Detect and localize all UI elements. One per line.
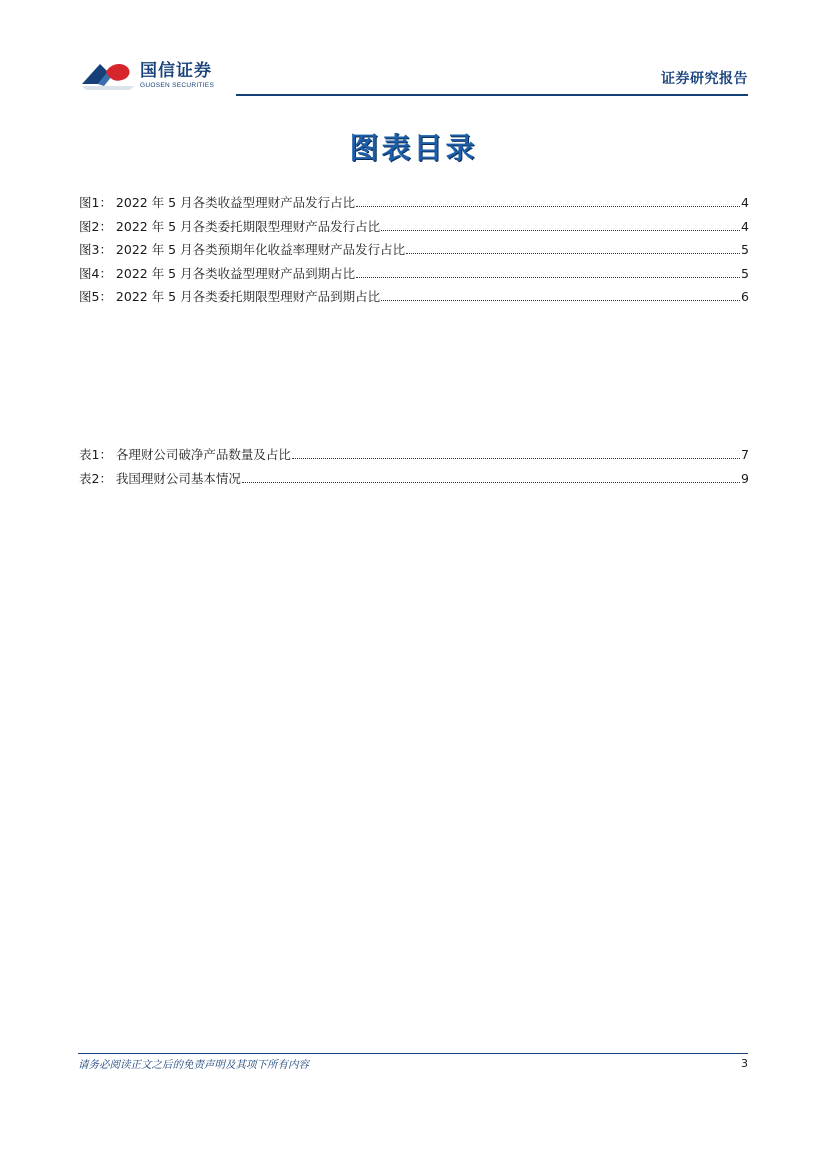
toc-entry-label: 图4： 2022 年 5 月各类收益型理财产品到期占比	[79, 265, 356, 281]
toc-entry-table-1[interactable]	[79, 445, 749, 469]
toc-entry-figure-2[interactable]	[79, 217, 749, 241]
toc-entry-figure-5[interactable]	[79, 287, 749, 311]
toc-entry-page: 4	[741, 218, 749, 234]
report-type-label: 证券研究报告	[661, 71, 748, 87]
leader-dots	[381, 300, 740, 301]
toc-entry-table-2[interactable]	[79, 469, 749, 493]
toc-entry-page: 7	[741, 447, 749, 462]
toc-entry-label: 图3： 2022 年 5 月各类预期年化收益率理财产品发行占比	[79, 242, 406, 257]
footer-disclaimer: 请务必阅读正文之后的免责声明及其项下所有内容	[78, 1059, 309, 1071]
figure-list	[79, 193, 749, 311]
toc-entry-page: 6	[741, 289, 749, 304]
logo-cn-text: 国信证券	[140, 60, 212, 81]
toc-entry-label: 图2： 2022 年 5 月各类委托期限型理财产品发行占比	[79, 218, 381, 234]
toc-entry-label: 表1： 各理财公司破净产品数量及占比	[79, 447, 291, 462]
toc-entry-figure-1[interactable]	[79, 193, 749, 217]
toc-entry-page: 5	[741, 265, 749, 281]
leader-dots	[292, 458, 740, 459]
leader-dots	[406, 253, 740, 254]
guosen-logo-icon	[78, 58, 138, 92]
company-logo	[78, 58, 214, 92]
toc-entry-figure-3[interactable]	[79, 240, 749, 264]
logo-en-text: GUOSEN SECURITIES	[140, 81, 215, 89]
toc-entry-label: 表2： 我国理财公司基本情况	[79, 470, 241, 486]
table-list	[79, 445, 749, 492]
toc-entry-page: 9	[741, 470, 749, 486]
toc-entry-label: 图5： 2022 年 5 月各类委托期限型理财产品到期占比	[79, 289, 381, 304]
toc-entry-label: 图1： 2022 年 5 月各类收益型理财产品发行占比	[79, 195, 356, 210]
leader-dots	[381, 230, 740, 231]
toc-entry-page: 5	[741, 242, 749, 257]
leader-dots	[356, 206, 740, 207]
leader-dots	[242, 482, 740, 483]
toc-entry-figure-4[interactable]	[79, 264, 749, 288]
toc-entry-page: 4	[741, 195, 749, 210]
footer-divider	[78, 1053, 748, 1054]
page-number: 3	[741, 1057, 748, 1070]
toc-title: 图表目录	[349, 131, 478, 165]
header-divider	[236, 94, 748, 96]
page-header	[78, 56, 748, 96]
leader-dots	[356, 277, 740, 278]
